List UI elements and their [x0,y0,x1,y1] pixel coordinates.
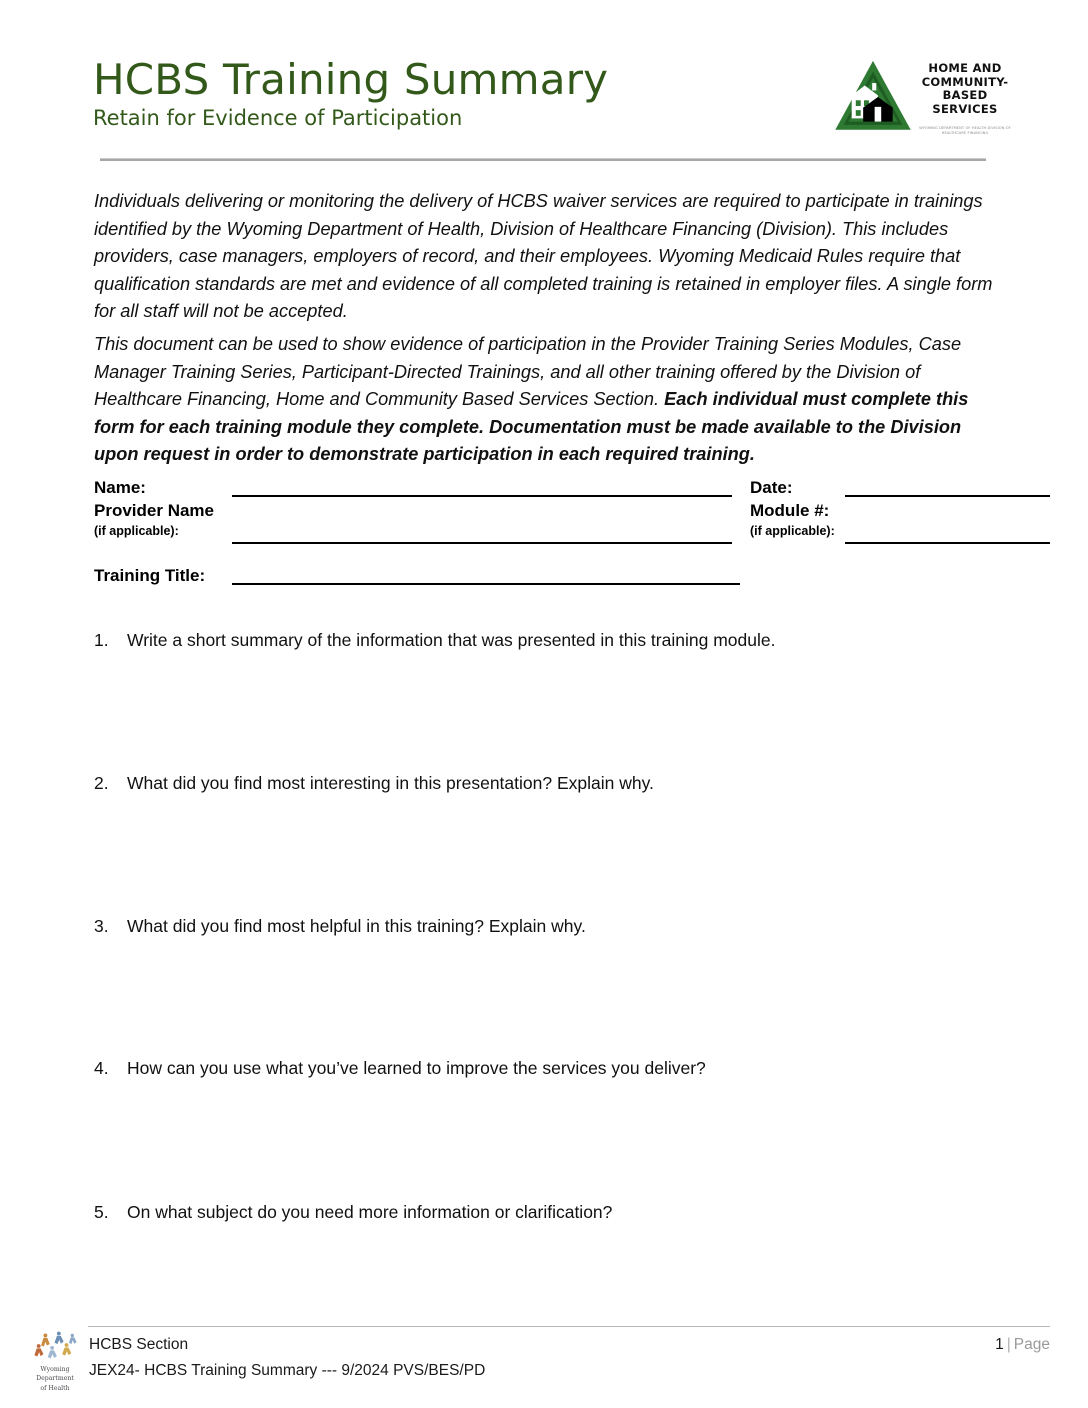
hcbs-logo [832,52,1012,152]
agency-line-1: Wyoming [40,1366,70,1373]
question-item [94,773,994,794]
module-number-input[interactable] [845,542,1050,544]
people-emblem-icon [31,1328,79,1364]
question-text: On what subject do you need more information or clarification? [127,1202,613,1222]
page-number: 1 [995,1336,1004,1353]
question-number: 3. [94,916,109,936]
question-text: What did you find most interesting in this presentation? Explain why. [127,773,654,793]
question-number: 5. [94,1202,109,1222]
question-item [94,1202,994,1223]
wyoming-department-of-health-logo [27,1328,83,1404]
page-subtitle: Retain for Evidence of Participation [93,106,463,131]
date-input[interactable] [845,495,1050,497]
green-triangle-house-icon [832,56,914,138]
question-item [94,1058,994,1079]
page-word: Page [1013,1336,1050,1353]
question-text: How can you use what you’ve learned to improve the services you deliver? [127,1058,706,1078]
question-text: What did you find most helpful in this training? Explain why. [127,916,586,936]
logo-line-3: BASED [942,88,988,103]
document-footer [0,1312,1088,1408]
agency-line-2: Department [36,1375,74,1383]
module-number-label: Module #: [750,501,830,520]
logo-line-2: COMMUNITY- [921,74,1009,89]
intro-paragraph-2-normal: This document can be used to show evidence of participation in the Provider Training Series Modules, Case Manager Training Series, Participant-Directed Trainings, and all other training offered by the Division of Healthcare Financing, Home and Community Based Services Section. [94,334,962,409]
provider-name-label: Provider Name [94,501,214,520]
module-number-sublabel: (if applicable): [750,524,835,538]
question-number: 4. [94,1058,109,1078]
page-number-indicator [995,1336,1050,1354]
agency-line-3: of Health [40,1384,70,1392]
question-number: 1. [94,630,109,650]
page-title: HCBS Training Summary [93,55,609,104]
training-title-input[interactable] [232,583,740,585]
logo-line-1: HOME AND [928,61,1002,75]
footer-section-label: HCBS Section [89,1336,189,1353]
question-text: Write a short summary of the information that was presented in this training module. [127,630,776,650]
name-input[interactable] [232,495,732,497]
intro-paragraph-2 [94,331,994,469]
header-divider [100,158,986,161]
footer-divider [88,1326,1050,1327]
intro-paragraph-2-bold: Each individual must complete this form for each training module they complete. Documentation must be made available to the Division upon request in order to demonstrate participation in each required training. [94,389,969,464]
question-item [94,630,994,651]
question-number: 2. [94,773,109,793]
agency-wordmark [27,1365,83,1393]
form-fields [0,470,1088,600]
page-separator: | [1006,1336,1011,1353]
date-label: Date: [750,478,793,497]
footer-reference-label: JEX24- HCBS Training Summary --- 9/2024 PVS/BES/PD [89,1362,486,1379]
document-header [0,0,1088,170]
logo-wordmark [918,62,1012,116]
name-label: Name: [94,478,146,497]
logo-line-4: SERVICES [932,101,998,116]
training-title-label: Training Title: [94,566,206,585]
title-block [93,57,608,130]
logo-tagline: WYOMING DEPARTMENT OF HEALTH DIVISION OF HEALTHCARE FINANCING [919,126,1011,136]
question-item [94,916,994,937]
provider-name-sublabel: (if applicable): [94,524,179,538]
provider-name-input[interactable] [232,542,732,544]
intro-paragraph-1: Individuals delivering or monitoring the delivery of HCBS waiver services are required to participate in trainings identified by the Wyoming Department of Health, Division of Healthcare Financing (Division). This includes providers, case managers, employers of record, and their employees. Wyoming Medicaid Rules require that qualification standards are met and evidence of all completed training is retained in employer files. A single form for all staff will not be accepted. [94,191,993,321]
